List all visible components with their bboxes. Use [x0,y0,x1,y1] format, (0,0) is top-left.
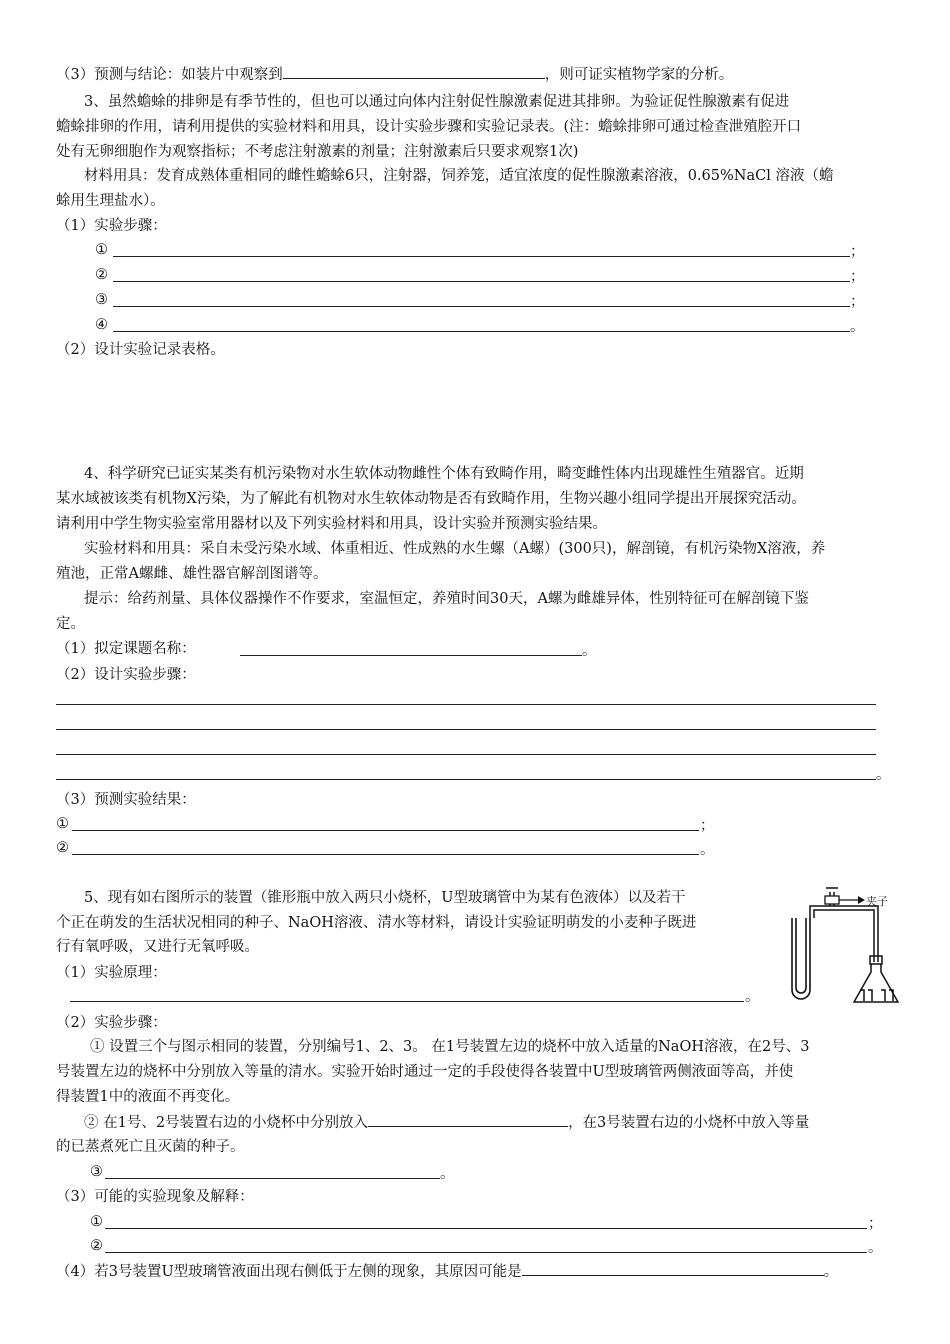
q4-result-2-blank[interactable] [72,854,699,855]
q3-intro-3: 处有无卵细胞作为观察指标；不考虑注射激素的剂量；注射激素后只要求观察1次) [56,144,579,160]
q5-part3-label: （3）可能的实验现象及解释： [56,1189,254,1205]
q4-hint-1: 提示：给药剂量、具体仪器操作不作要求，室温恒定，养殖时间30天，A螺为雌雄异体，性别特征可在解剖镜下鉴 [84,591,809,607]
q3-intro-2: 蟾蜍排卵的作用，请利用提供的实验材料和用具，设计实验步骤和实验记录表。(注：蟾蜍排卵可通过检查泄殖腔开口 [56,119,802,135]
q4-materials-2: 殖池，正常A螺雌、雄性器官解剖图谱等。 [56,566,328,582]
q5-phenomenon-1-marker: ① [90,1214,103,1230]
q4-part3-label: （3）预测实验结果： [56,792,196,808]
q5-step2: ② 在1号、2号装置右边的小烧杯中分别放入 ，在3号装置右边的小烧杯中放入等量 [84,1110,890,1134]
q4-hint-2: 定。 [56,616,85,632]
q4-title-blank[interactable] [240,655,582,656]
q4-steps-blank-2[interactable] [56,729,876,730]
q3-step-2-blank[interactable] [113,281,850,282]
q5-intro-2: 个正在萌发的生活状况相同的种子、NaOH溶液、清水等材料，请设计实验证明萌发的小麦种子既进 [56,915,697,931]
q4-intro-3: 请利用中学生物实验室常用器材以及下列实验材料和用具，设计实验并预测实验结果。 [56,516,607,532]
q4-steps-blank-3[interactable] [56,754,876,755]
q4-steps-blank-1[interactable] [56,704,876,705]
q3-step-3-blank[interactable] [113,306,850,307]
q5-step3-marker: ③ [90,1164,103,1180]
q4-intro-2: 某水域被该类有机物X污染，为了解此有机物对水生软体动物是否有致畸作用，生物兴趣小组同学提出开展探究活动。 [56,491,806,507]
q3-step-2-marker: ② [95,267,108,283]
q5-part2-label: （2）实验步骤： [56,1015,167,1031]
q3-step-3-marker: ③ [95,292,108,308]
q4-result-1-blank[interactable] [72,830,699,831]
q5-phenomenon-1-blank[interactable] [105,1228,867,1229]
q5-intro-1: 5、现有如右图所示的装置（锥形瓶中放入两只小烧杯，U型玻璃管中为某有色液体）以及若干 [84,890,686,906]
q5-step1-2: 号装置左边的烧杯中分别放入等量的清水。实验开始时通过一定的手段使得各装置中U型玻璃管两侧液面等高，并使 [56,1064,794,1080]
q4-steps-blank-4[interactable] [56,779,876,780]
q5-principle-blank[interactable] [70,1001,744,1002]
svg-text:夹子: 夹子 [866,895,888,908]
q5-part4: （4）若3号装置U型玻璃管液面出现右侧低于左侧的现象，其原因可能是 。 [56,1259,910,1283]
q5-step1-1: ① 设置三个与图示相同的装置，分别编号1、2、3。 在1号装置左边的烧杯中放入适量的NaOH溶液，在2号、3 [90,1039,810,1055]
q5-phenomenon-2-marker: ② [90,1238,103,1254]
q2-answer-blank[interactable] [283,62,545,79]
q4-result-2-marker: ② [56,840,69,856]
q4-intro-1: 4、科学研究已证实某类有机污染物对水生软体动物雌性个体有致畸作用，畸变雌性体内出现雄性生殖器官。近期 [84,466,804,482]
q5-part4-blank[interactable] [522,1259,824,1276]
q4-part1-label: （1）拟定课题名称： [56,641,196,657]
q5-phenomenon-2-blank[interactable] [105,1252,867,1253]
q5-intro-3: 行有氧呼吸，又进行无氧呼吸。 [56,939,259,955]
q2-item3: （3）预测与结论：如装片中观察到 ，则可证实植物学家的分析。 [56,62,890,86]
respiration-apparatus-figure [780,878,900,1013]
q3-step-4-marker: ④ [95,317,108,333]
q4-part2-label: （2）设计实验步骤： [56,667,196,683]
q3-materials-1: 材料用具：发育成熟体重相同的雌性蟾蜍6只，注射器，饲养笼，适宜浓度的促性腺激素溶液，0.65%NaCl 溶液（蟾 [84,168,834,184]
q5-step3-blank[interactable] [105,1178,440,1179]
u-tube-icon [792,918,810,999]
q3-step-4-blank[interactable] [113,331,850,332]
q4-result-1-marker: ① [56,816,69,832]
q3-materials-2: 蜍用生理盐水）。 [56,193,165,209]
q3-part2-label: （2）设计实验记录表格。 [56,342,225,358]
q5-part1-label: （1）实验原理： [56,965,167,981]
q5-step1-3: 得装置1中的液面不再变化。 [56,1089,240,1105]
q3-step-1-blank[interactable] [113,256,850,257]
q5-step2-blank[interactable] [368,1110,568,1127]
q3-step-1-marker: ① [95,242,108,258]
q3-part1-label: （1）实验步骤： [56,218,167,234]
q5-step2-line2: 的已蒸煮死亡且灭菌的种子。 [56,1139,245,1155]
q3-intro-1: 3、虽然蟾蜍的排卵是有季节性的，但也可以通过向体内注射促性腺激素促进其排卵。为验证促性腺激素有促进 [84,94,790,110]
q4-materials-1: 实验材料和用具：采自未受污染水域、体重相近、性成熟的水生螺（A螺）(300只)，解剖镜，有机污染物X溶液，养 [84,541,826,557]
